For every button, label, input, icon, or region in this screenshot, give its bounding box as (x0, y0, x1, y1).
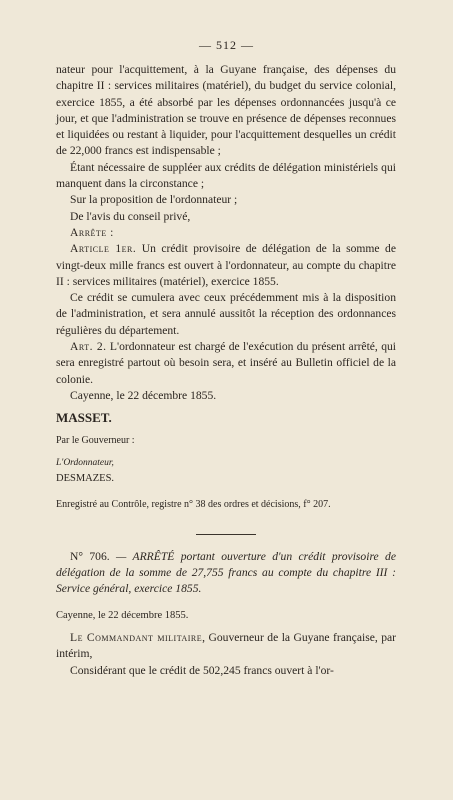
article-2 (56, 339, 396, 388)
date-line: Cayenne, le 22 décembre 1855. (56, 609, 189, 621)
paragraph-text: , Gouverneur de la Guyane française, par intérim, (56, 630, 397, 661)
signature-role: L'Ordonnateur, (56, 457, 114, 468)
decree-heading (56, 549, 396, 598)
article-text: Un crédit provisoire de délégation de la somme de vingt-deux mille francs est ouvert à l'ordonnateur, au compte du chapitre II : services militaires (matériel), exercice 1855. (56, 242, 396, 288)
commandant-label: Le Commandant militaire (70, 630, 203, 644)
article-label: Article 1er. (70, 242, 137, 256)
page-number: — 512 — (199, 38, 254, 52)
date-line: Cayenne, le 22 décembre 1855. (70, 388, 217, 402)
article-1 (56, 241, 396, 290)
article-label: Art. 2. (70, 340, 107, 354)
paragraph: Ce crédit se cumulera avec ceux précédemment mis à la disposition de l'administration, et sera annulé aussitôt la réception des ordonnances régulières du département. (56, 291, 396, 337)
divider (196, 534, 256, 535)
paragraph: nateur pour l'acquittement, à la Guyane française, des dépenses du chapitre II : services militaires (matériel), du budget du service colonial, exercice 1855, a été absorbé par les dépenses ordonnancées jusqu'à ce jour, et que l'administration se trouve en présence de dépenses reconnues et liquidées ou restant à liquider, pour l'acquittement desquelles un crédit de 22,000 francs est indispensable ; (56, 63, 396, 158)
article-text: L'ordonnateur est chargé de l'exécution du présent arrêté, qui sera enregistré partout où besoin sera, et inséré au Bulletin officiel de la colonie. (56, 340, 397, 386)
paragraph: Étant nécessaire de suppléer aux crédits de délégation ministériels qui manquent dans la circonstance ; (56, 160, 396, 191)
decree-number: N° 706. (70, 549, 110, 563)
signature-name: MASSET. (56, 410, 112, 426)
paragraph: Sur la proposition de l'ordonnateur ; (70, 193, 238, 207)
paragraph: De l'avis du conseil privé, (70, 209, 191, 223)
paragraph (56, 630, 396, 663)
arrete-heading: Arrête : (70, 225, 114, 239)
signature-by: Par le Gouverneur : (56, 434, 135, 446)
signature-name-2: DESMAZES. (56, 473, 115, 485)
page-body (56, 62, 396, 679)
paragraph: Considérant que le crédit de 502,245 francs ouvert à l'or- (70, 663, 334, 677)
decree-title: — ARRÊTÉ portant ouverture d'un crédit provisoire de délégation de la somme de 27,755 francs au compte du chapitre III : Service général, exercice 1855. (56, 549, 396, 596)
registration-note: Enregistré au Contrôle, registre n° 38 des ordres et décisions, f° 207. (56, 499, 331, 511)
